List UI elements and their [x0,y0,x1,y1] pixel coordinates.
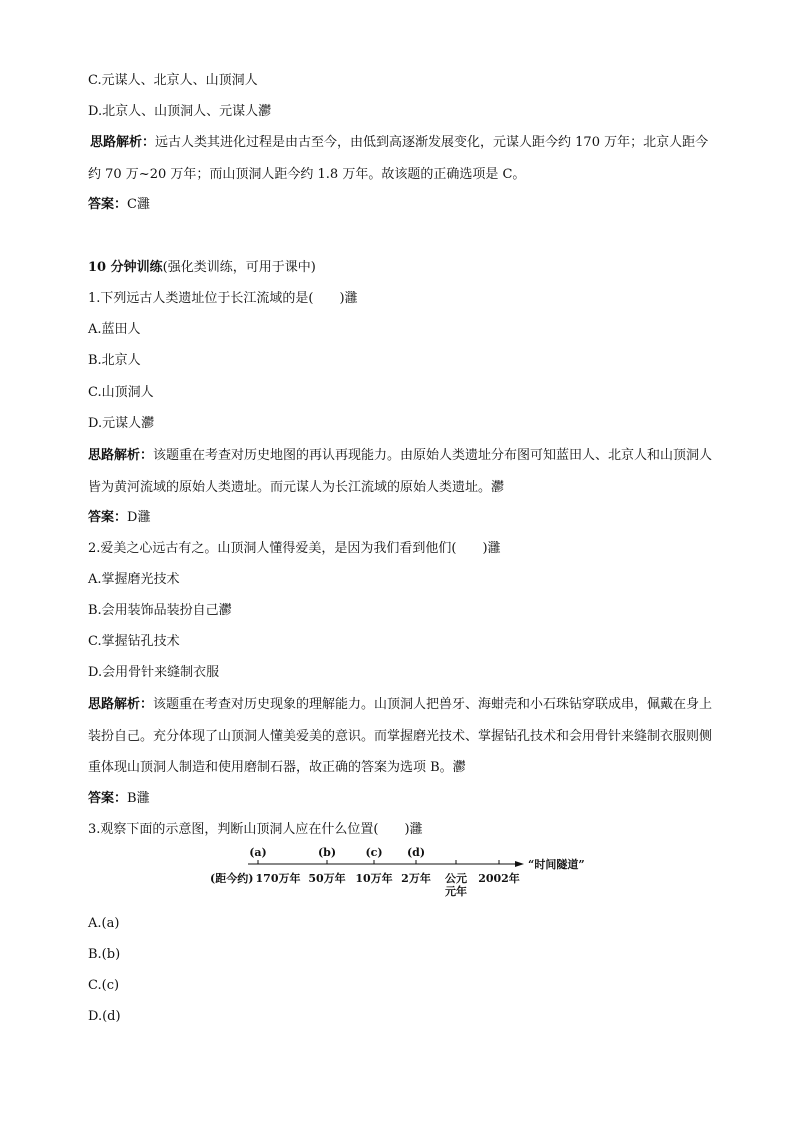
q3-option-c: C.(c) [88,978,120,993]
q1-answer [88,509,150,527]
prev-answer [88,196,150,214]
section-title [88,259,316,277]
prev-option-c: C.元谋人、北京人、山顶洞人 [88,73,258,88]
timeline-label-yuannian: 元年 [445,885,467,897]
timeline-label-10: 10万年 [355,872,393,885]
timeline-mark-c: (c) [365,846,383,859]
time-tunnel-diagram [210,845,595,897]
q3-option-b: B.(b) [88,947,121,962]
prev-analysis-text: 远古人类其进化过程是由古至今，由低到高逐渐发展变化，元谋人距今约 170 万年；北京人距今约 70 万~20 万年；而山顶洞人距今约 1.8 万年。故该题的正确选项是 C。 [88,135,709,182]
q1-analysis [88,440,718,503]
q2-stem: 2.爱美之心远古有之。山顶洞人懂得爱美，是因为我们看到他们( )灉 [88,541,501,556]
prev-option-d: D.北京人、山顶洞人、元谋人灪 [88,104,272,119]
timeline-label-gongyuan: 公元 [445,872,467,885]
timeline-label-2: 2万年 [401,872,431,885]
q3-option-d: D.(d) [88,1009,121,1024]
q2-analysis-label: 思路解析： [88,697,154,712]
timeline-label-170: 170万年 [255,872,301,885]
timeline-end-label: “时间隧道” [528,858,585,871]
q1-option-d: D.元谋人灪 [88,416,155,431]
q2-option-d: D.会用骨针来缝制衣服 [88,665,220,680]
timeline-svg [210,845,595,897]
q1-option-c: C.山顶洞人 [88,385,154,400]
section-title-rest: (强化类训练，可用于课中) [162,260,316,275]
timeline-label-2002: 2002年 [478,872,520,885]
q2-option-c: C.掌握钻孔技术 [88,634,180,649]
q2-analysis-text: 该题重在考查对历史现象的理解能力。山顶洞人把兽牙、海蚶壳和小石珠钻穿联成串，佩戴在身上装扮自己。充分体现了山顶洞人懂美爱美的意识。而掌握磨光技术、掌握钻孔技术和会用骨针来缝制衣服则侧重体现山顶洞人制造和使用磨制石器，故正确的答案为选项 B。灪 [88,697,713,775]
prev-analysis-label: 思路解析： [90,135,156,150]
prev-answer-text: C灉 [127,197,150,212]
q1-answer-label: 答案： [88,510,128,525]
q1-analysis-text: 该题重在考查对历史地图的再认再现能力。由原始人类遗址分布图可知蓝田人、北京人和山顶洞人皆为黄河流域的原始人类遗址。而元谋人为长江流域的原始人类遗址。灪 [88,448,713,495]
timeline-label-50: 50万年 [308,872,346,885]
timeline-prefix: (距今约) [210,872,254,885]
timeline-mark-a: (a) [249,846,267,859]
q2-option-b: B.会用装饰品装扮自己灪 [88,603,232,618]
q1-option-a: A.蓝田人 [88,322,141,337]
q3-stem: 3.观察下面的示意图，判断山顶洞人应在什么位置( )灉 [88,822,423,837]
timeline-mark-d: (d) [406,846,426,859]
timeline-arrow-head [515,861,524,867]
timeline-mark-b: (b) [317,846,337,859]
q1-option-b: B.北京人 [88,353,141,368]
q3-option-a: A.(a) [88,916,120,931]
prev-analysis [88,127,718,190]
prev-answer-label: 答案： [88,197,128,212]
q2-analysis [88,689,718,784]
q2-answer-text: B灉 [127,791,150,806]
q1-answer-text: D灉 [127,510,151,525]
section-title-bold: 10 分钟训练 [88,260,163,275]
q1-analysis-label: 思路解析： [88,448,154,463]
q2-option-a: A.掌握磨光技术 [88,572,180,587]
q1-stem: 1.下列远古人类遗址位于长江流域的是( )灉 [88,291,358,306]
q2-answer-label: 答案： [88,791,128,806]
q2-answer [88,790,150,808]
